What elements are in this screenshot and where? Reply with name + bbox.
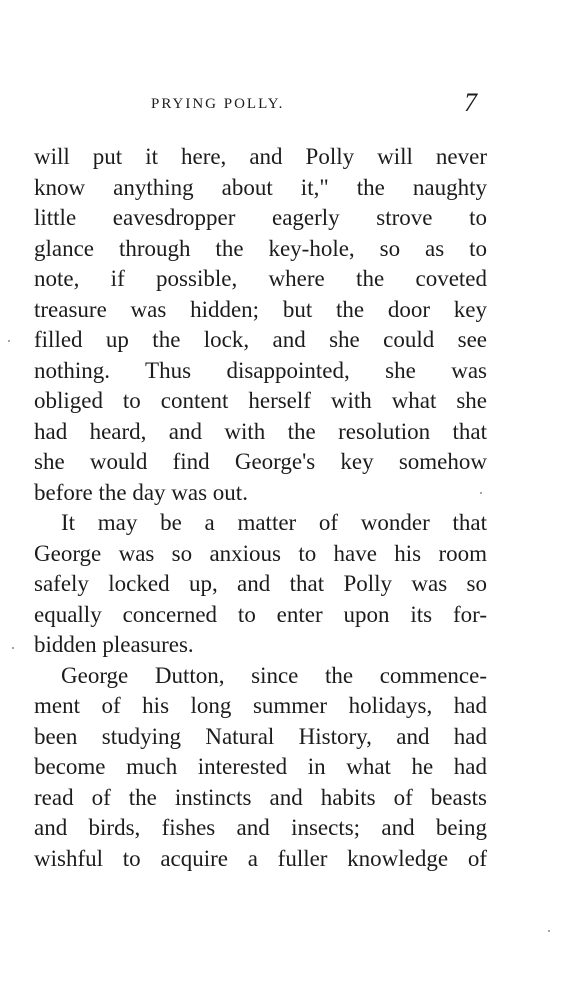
- text-line: obliged to content herself with what she: [34, 388, 487, 413]
- running-head: [0, 88, 565, 122]
- body-text: [34, 142, 487, 874]
- text-line: read of the instincts and habits of beasts: [34, 784, 487, 810]
- text-line: ment of his long summer holidays, had: [34, 693, 487, 718]
- text-line: It may be a matter of wonder that: [61, 510, 487, 535]
- text-line: will put it here, and Polly will never: [34, 144, 487, 169]
- text-line: know anything about it," the naughty: [34, 174, 487, 200]
- text-line: glance through the key-hole, so as to: [34, 235, 487, 261]
- text-line: before the day was out.: [34, 479, 248, 505]
- text-line: George was so anxious to have his room: [34, 540, 487, 566]
- text-line: treasure was hidden; but the door key: [34, 296, 487, 322]
- page-number: 7: [464, 88, 477, 117]
- text-line: equally concerned to enter upon its for-: [34, 601, 487, 627]
- paper-speck: [12, 647, 14, 649]
- text-line: George Dutton, since the commence-: [61, 662, 487, 688]
- text-line: had heard, and with the resolution that: [34, 418, 487, 444]
- text-line: nothing. Thus disappointed, she was: [34, 357, 487, 383]
- text-line: little eavesdropper eagerly strove to: [34, 205, 487, 230]
- paper-speck: [480, 492, 482, 494]
- text-line: she would find George's key somehow: [34, 449, 487, 474]
- text-line: wishful to acquire a fuller knowledge of: [34, 845, 487, 871]
- text-line: bidden pleasures.: [34, 632, 194, 657]
- text-line: been studying Natural History, and had: [34, 723, 487, 749]
- text-line: note, if possible, where the coveted: [34, 266, 487, 291]
- paper-speck: [8, 340, 10, 342]
- text-line: filled up the lock, and she could see: [34, 327, 487, 352]
- running-title: PRYING POLLY.: [151, 96, 285, 112]
- paper-speck: [548, 930, 550, 932]
- text-line: become much interested in what he had: [34, 754, 487, 779]
- text-line: and birds, fishes and insects; and being: [34, 815, 487, 840]
- text-line: safely locked up, and that Polly was so: [34, 571, 487, 596]
